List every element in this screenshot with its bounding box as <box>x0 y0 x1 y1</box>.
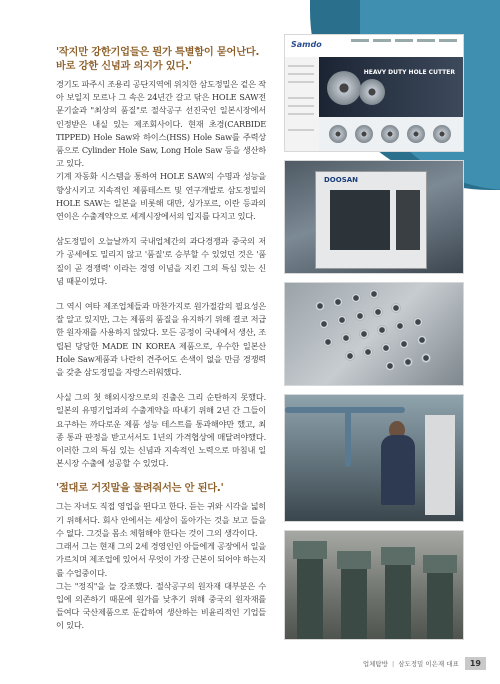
cnc-machine-photo <box>284 160 464 274</box>
hole-saw-image <box>327 71 361 105</box>
site-banner <box>319 57 463 117</box>
article-paragraph: 삼도정밀이 오늘날까지 국내업체간의 과다경쟁과 중국의 저가 공세에도 밀리지 않고 '품질'로 승부할 수 있었던 것은 '품질이 곧 경쟁력' 이라는 경영 이념을 지킨 그의 특심 있는 신념 때문이었다. <box>56 236 266 286</box>
article-paragraph: 그 역시 여타 제조업체들과 마찬가지로 원가절감의 필요성은 잘 알고 있지만, 그는 제품의 품질을 유지하기 위해 결코 저급한 원자재를 사용하지 않았다. 모든 공정이 국내에서 생산, 조립된 당당한 MADE IN KOREA 제품으로, 우수한 일본산 Hole Saw제품과 나란히 견주어도 손색이 없을 만큼 경쟁력을 갖춘 삼도정밀을 자랑스러워했다. <box>56 301 266 378</box>
banner-text: HEAVY DUTY HOLE CUTTER <box>363 69 455 76</box>
footer-section: 업체탐방 <box>362 660 388 668</box>
site-sidebar <box>285 57 319 151</box>
section-heading-2: '절대로 거짓말을 물려줘서는 안 된다.' <box>56 483 224 495</box>
site-content <box>319 117 463 151</box>
page-footer: 업체탐방 | 삼도정밀 이은재 대표 19 <box>363 657 486 670</box>
drilled-plate-photo <box>284 282 464 386</box>
section-heading-1: '작지만 강한기업들은 뭔가 특별함이 묻어난다. 바로 강한 신념과 의지가 있다.' <box>56 47 260 72</box>
article-paragraph: 기계 자동화 시스템을 통하여 HOLE SAW의 수명과 성능을 향상시키고 지속적인 제품테스트 및 연구개발로 삼도정밀의 HOLE SAW는 일본을 비롯해 대만, 싱가포르, 이란 등과의 연이은 수출계약으로 세계시장에서의 입지를 다지고 있다. <box>56 171 266 222</box>
machine-brand: DOOSAN <box>324 176 359 184</box>
footer-company: 삼도정밀 이은재 대표 <box>398 660 459 668</box>
article-column <box>56 46 266 633</box>
page-number: 19 <box>465 657 486 670</box>
website-screenshot-photo <box>284 34 464 152</box>
cnc-machine <box>315 171 427 269</box>
hole-saw-image <box>359 79 385 105</box>
site-nav <box>351 39 457 42</box>
article-paragraph: 경기도 파주시 조용리 공단지역에 위치한 삼도정밀은 겉은 작아 보일지 모르나 그 속은 24년간 갈고 닦은 HOLE SAW전문기술과 "최상의 품질"로 절삭공구 선진국인 일본시장에서 인정받은 내실 있는 제조회사이다. 현재 초경(CARBIDE TIPPED) Hole Saw와 하이스(HSS) Hole Saw를 주력상품으로 Cylinder Hole Saw, Long Hole Saw 등을 생산하고 있다. <box>56 79 266 169</box>
worker-photo <box>284 394 464 522</box>
article-paragraph: 그는 "정직"을 늘 강조했다. 절삭공구의 원자재 대부분은 수입에 의존하기 때문에 원가를 낮추기 위해 중국의 원자재를 들여다 국산제품으로 둔갑하여 생산하는 비윤리적인 기업들이 있다. <box>56 580 266 631</box>
article-paragraph: 그는 자녀도 직접 영업을 뛴다고 한다. 듣는 귀와 시각을 넓히기 위해서다. 회사 안에서는 세상이 돌아가는 것을 보고 들을 수 없다. 그것을 몸소 체험해야 한다는 것이 그의 생각이다. <box>56 501 266 538</box>
site-logo: Samdo <box>291 40 322 49</box>
article-paragraph: 사실 그의 첫 해외시장으로의 진출은 그리 순탄하지 못했다. 일본의 유명기업과의 수출계약을 따내기 위해 2년 간 그들이 요구하는 까다로운 제품 성능 테스트를 통과해야만 했고, 최종 통과 판정을 받고서서도 1년의 가격협상에 매달려야했다. 이러한 그의 특심 있는 신념과 지속적인 노력으로 마침내 일본시장 수출에 성공할 수 있었다. <box>56 392 266 469</box>
site-header <box>285 35 463 58</box>
drill-press-photo <box>284 530 464 640</box>
article-paragraph: 그래서 그는 현재 그의 2세 경영인인 아들에게 공장에서 일을 가르치며 제조업에 있어서 무엇이 가장 근본이 되어야 하는지를 수업중이다. <box>56 541 266 578</box>
